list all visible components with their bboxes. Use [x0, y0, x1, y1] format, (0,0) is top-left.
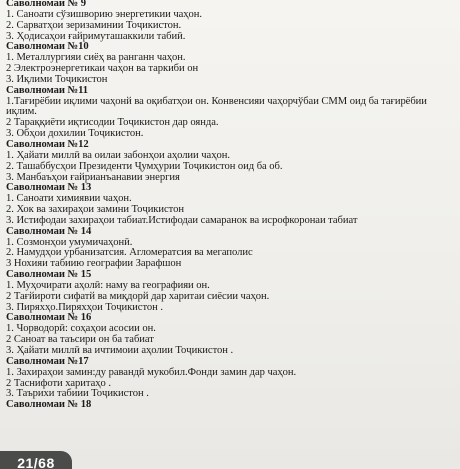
question-item: 2 Тағйироти сифатй ва миқдорй дар харитаи сиёсии чаҳон.: [6, 290, 270, 302]
question-item: 2 Таснифоти харитаҳо .: [6, 377, 111, 389]
question-item: 2. Сарватҳои зеризаминии Тоҷикистон.: [6, 19, 182, 31]
question-item: 1. Чорводорӣ: соҳаҳои асосии он.: [6, 323, 156, 335]
question-item: 3. Пиряхҳо.Пиряхҳои Тоҷикистон .: [6, 301, 163, 313]
question-item: 2 Саноат ва таъсири он ба табиат: [6, 334, 154, 346]
question-item: 3. Ҳайати миллӣ ва ичтимоии аҳолии Тоҷикистон .: [6, 345, 234, 356]
question-item: 3. Манбаъҳои ғайрианъанавии энергия: [6, 171, 180, 183]
question-item: 1. Созмонҳои умумичаҳонӣ.: [6, 236, 133, 248]
question-set-heading: Саволномаи № 13: [6, 182, 92, 194]
question-item: 2. Хок ва захираҳои замини Тоҷикистон: [6, 204, 184, 216]
question-item: 1. Металлургияи сиёҳ ва ранганн чаҳон.: [6, 52, 186, 64]
question-item: 1. Саноати химиявии чаҳон.: [6, 193, 132, 205]
question-set-heading: Саволномаи № 15: [6, 269, 92, 281]
question-item: 2 Электроэнергетикаи чаҳон ва таркиби он: [6, 63, 199, 75]
question-item: 3. Обҳои дохилии Тоҷикистон.: [6, 128, 144, 140]
question-set-heading: Саволномаи № 9: [6, 0, 86, 9]
question-set-heading: Саволномаи №11: [6, 84, 89, 96]
question-set-heading: Саволномаи №10: [6, 41, 89, 53]
question-item: 1.Тағирёбии иқлими чаҳонй ва оқибатҳои он. Конвенсияи чаҳорчўбаи СММ оид ба тағирёбии иқлим.: [6, 95, 427, 118]
question-set-heading: Саволномаи №17: [6, 355, 89, 367]
question-item: 2. Намудҳои урбанизатсия. Агломератсия ва мегаполис: [6, 247, 253, 259]
question-item: 1. Ҳайати миллӣ ва оилаи забонҳои аҳолии чаҳон.: [6, 149, 230, 161]
question-set-heading: Саволномаи № 18: [6, 399, 92, 411]
question-item: 2. Ташаббусҳои Президенти Ҷумҳурии Тоҷикистон оид ба об.: [6, 160, 283, 172]
question-set-heading: Саволномаи № 16: [6, 312, 92, 324]
question-set-heading: Саволномаи № 14: [6, 225, 92, 237]
page-indicator: 21/68: [0, 451, 72, 469]
question-item: 1. Захираҳои замин:ду равандӣ мукобил.Фонди замин дар чаҳон.: [6, 366, 297, 378]
question-set-heading: Саволномаи №12: [6, 138, 89, 150]
exam-questions-document: [6, 0, 456, 411]
question-item: 3. Таърихи табиии Тоҷикистон .: [6, 388, 149, 400]
question-item: 2 Тараққиёти иқтисодии Тоҷикистон дар оянда.: [6, 117, 219, 129]
question-item: 3. Истифодаи захираҳои табиат.Истифодаи самаранок ва исрофкоронаи табиат: [6, 214, 358, 226]
question-item: 3. Ҳодисаҳои ғайримуташаккили табиӣ.: [6, 30, 186, 42]
question-item: 3. Иқлими Тоҷикистон: [6, 73, 108, 85]
question-item: 1. Саноати сўзишворию энергетикии чаҳон.: [6, 8, 202, 20]
question-item: 3 Нохияи табиию географии Зарафшон: [6, 258, 182, 270]
question-item: 1. Муҳочирати аҳолӣ: наму ва географияи он.: [6, 279, 210, 291]
